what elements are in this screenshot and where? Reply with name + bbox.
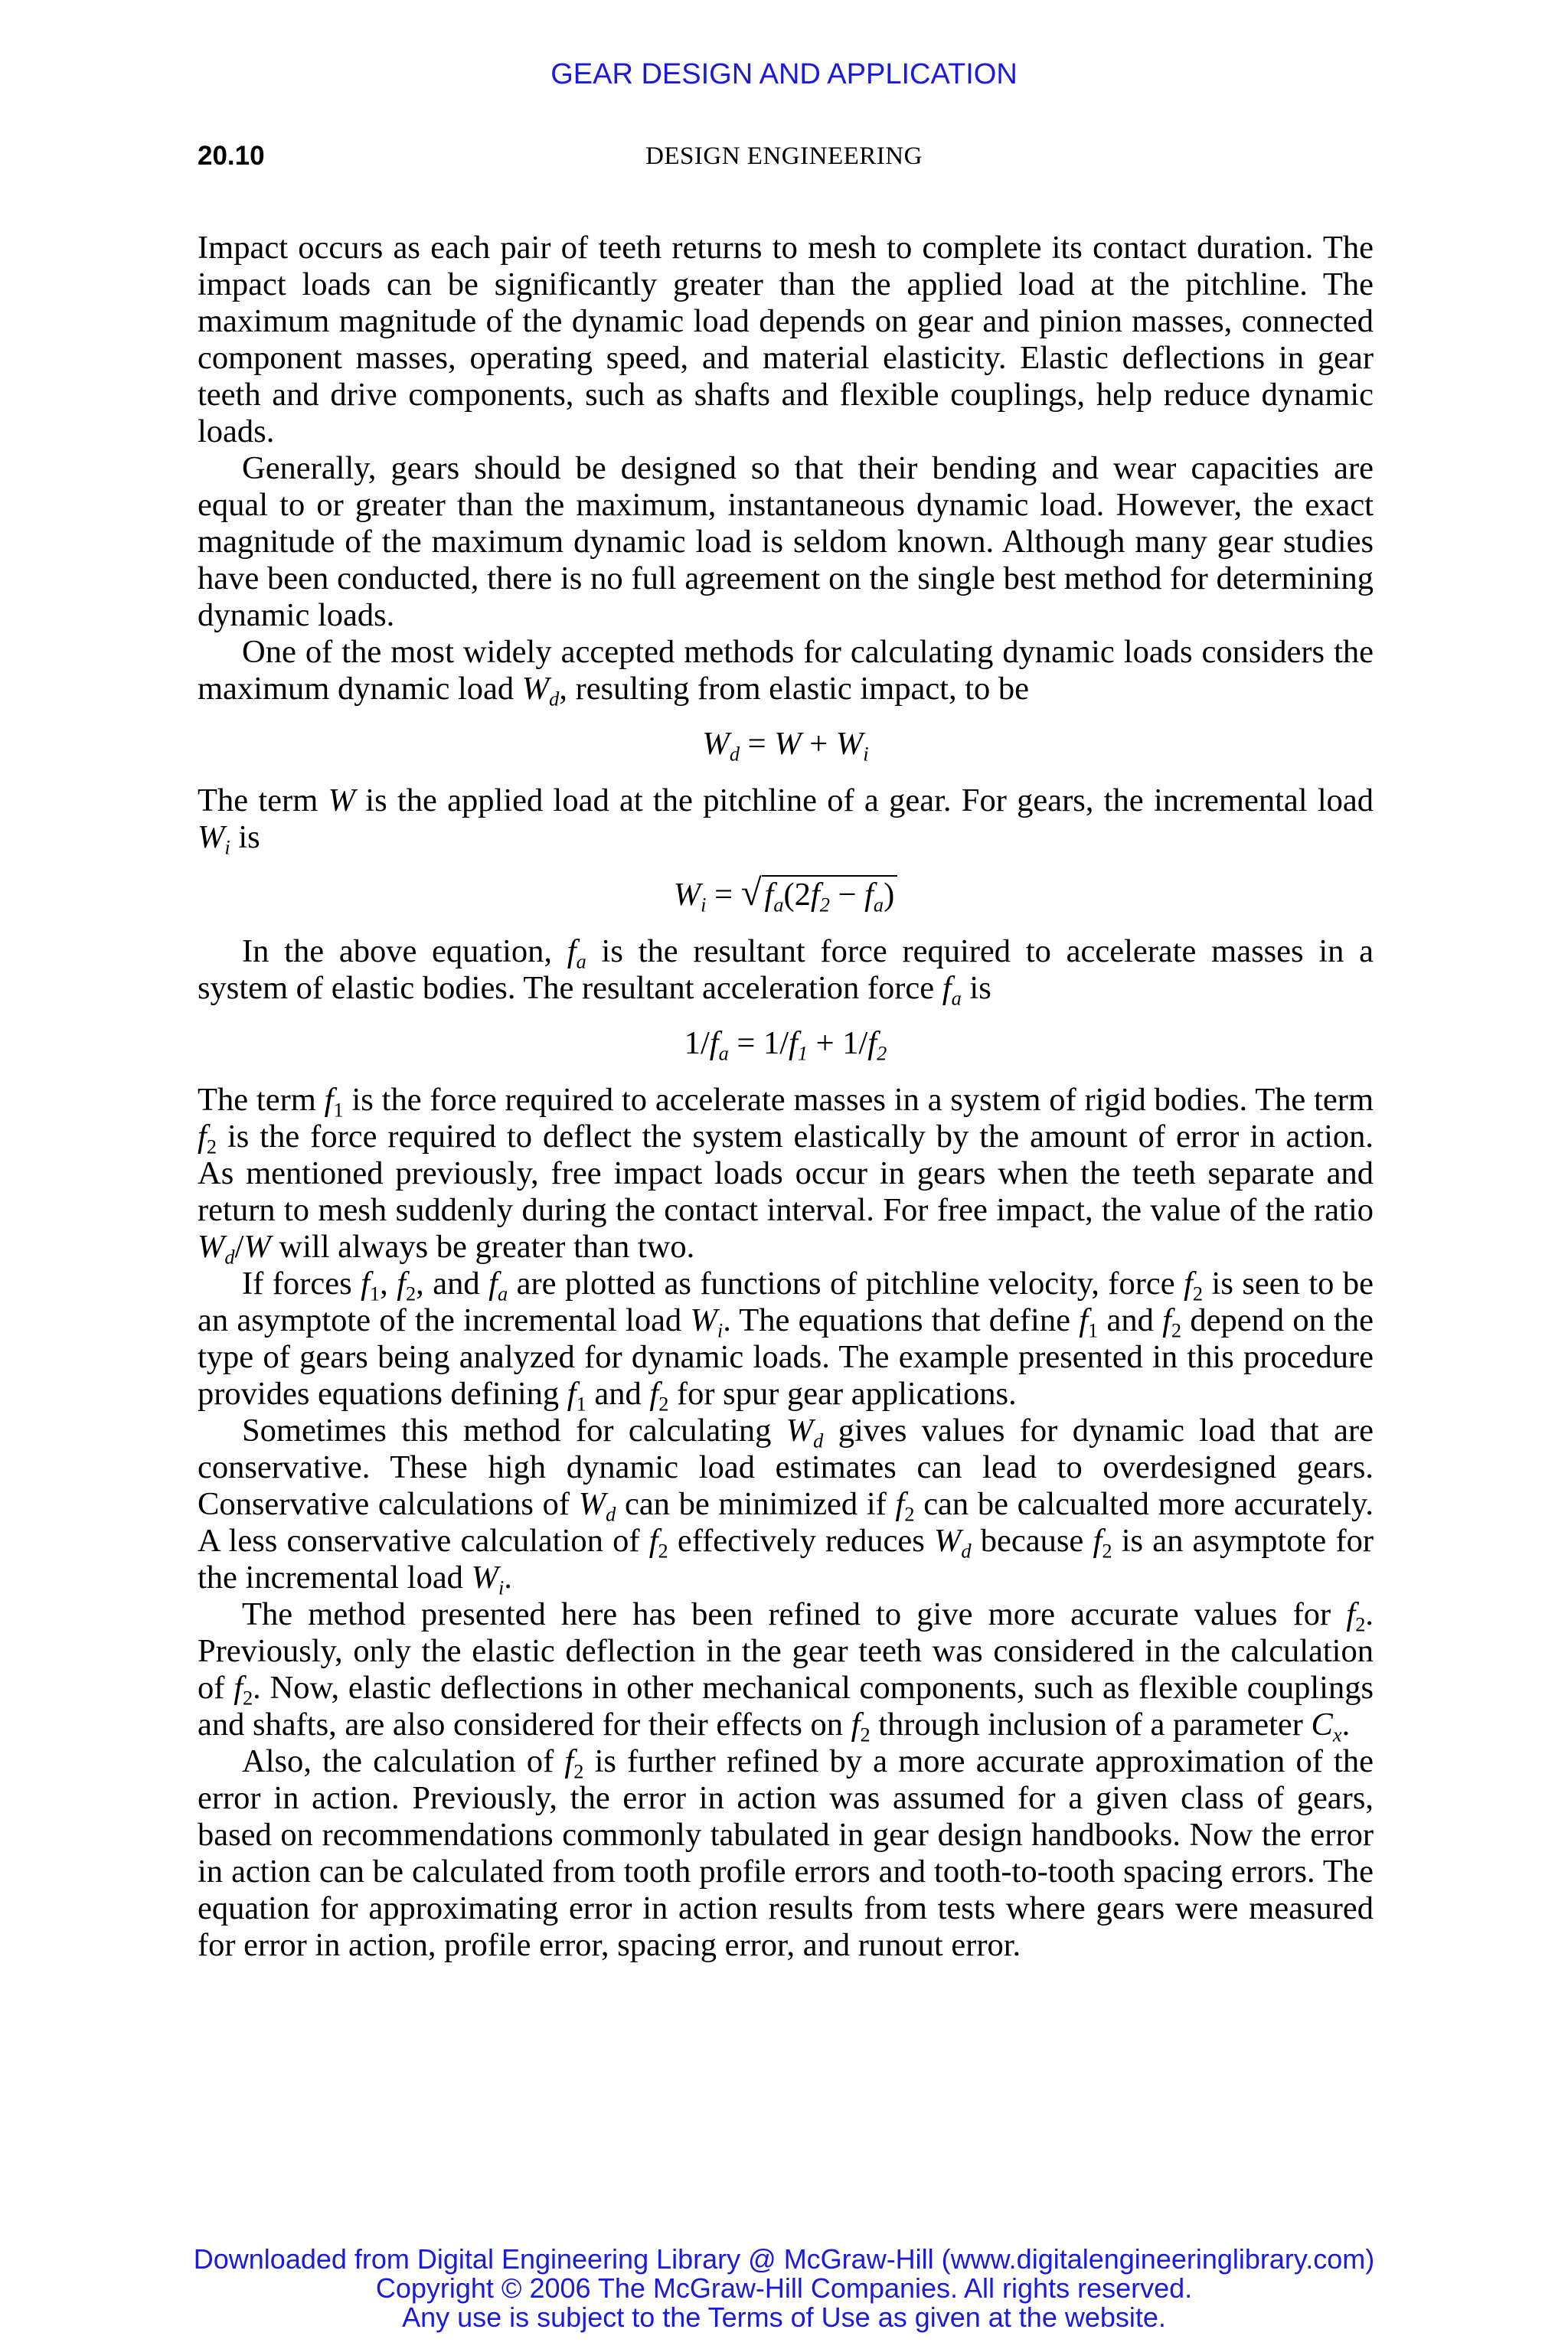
page-number: 20.10: [198, 141, 265, 171]
paragraph-8: Sometimes this method for calculating $W_d$ gives values for dynamic load that are conservative. These high dynamic load estimates can lead to overdesigned gears. Conservative calculations of $W_d$ can be minimized if $f_2$ can be calcualted more accurately. A less conservative calculation of $f_2$ effectively reduces $W_d$ because $f_2$ is an asymptote for the incremental load $W_i$.: [198, 1413, 1374, 1599]
page-body: [198, 230, 1374, 1964]
equation-dynamic-load: $W_d = W + W_i$: [702, 726, 869, 766]
paragraph-3: One of the most widely accepted methods for calculating dynamic loads considers the maximum dynamic load $W_d$, resulting from elastic impact, to be: [198, 634, 1374, 710]
footer-terms-line: Any use is subject to the Terms of Use as given at the website.: [402, 2301, 1166, 2333]
footer-download-line[interactable]: Downloaded from Digital Engineering Library @ McGraw-Hill (www.digitalengineeringlibrary.com): [193, 2243, 1375, 2275]
equation-acceleration-force: $1/f_a = 1/f_1 + 1/f_2$: [684, 1025, 887, 1065]
paragraph-2: Generally, gears should be designed so that their bending and wear capacities are equal to or greater than the maximum, instantaneous dynamic load. However, the exact magnitude of the maximum dynamic load is seldom known. Although many gear studies have been conducted, there is no full agreement on the single best method for determining dynamic loads.: [198, 450, 1374, 633]
paragraph-6: The term $f_1$ is the force required to accelerate masses in a system of rigid bodies. The term $f_2$ is the force required to deflect the system elastically by the amount of error in action. As mentioned previously, free impact loads occur in gears when the teeth separate and return to mesh suddenly during the contact interval. For free impact, the value of the ratio $W_d/W$ will always be greater than two.: [198, 1082, 1374, 1269]
book-title-banner: GEAR DESIGN AND APPLICATION: [550, 58, 1018, 90]
paragraph-10: Also, the calculation of $f_2$ is further refined by a more accurate approximation of the error in action. Previously, the error in action was assumed for a given class of gears, based on recommendations commonly tabulated in gear design handbooks. Now the error in action can be calculated from tooth profile errors and tooth-to-tooth spacing errors. The equation for approximating error in action results from tests where gears were measured for error in action, profile error, spacing error, and runout error.: [198, 1743, 1374, 1963]
copyright-footer: [0, 2245, 1568, 2332]
footer-copyright-line: Copyright © 2006 The McGraw-Hill Companies. All rights reserved.: [375, 2272, 1193, 2304]
paragraph-5: In the above equation, $f_a$ is the resultant force required to accelerate masses in a system of elastic bodies. The resultant acceleration force $f_a$ is: [198, 933, 1374, 1010]
running-head: DESIGN ENGINEERING: [645, 142, 923, 170]
paragraph-1: Impact occurs as each pair of teeth returns to mesh to complete its contact duration. The impact loads can be significantly greater than the applied load at the pitchline. The maximum magnitude of the dynamic load depends on gear and pinion masses, connected component masses, operating speed, and material elasticity. Elastic deflections in gear teeth and drive components, such as shafts and flexible couplings, help reduce dynamic loads.: [198, 230, 1374, 449]
paragraph-7: If forces $f_1$, $f_2$, and $f_a$ are plotted as functions of pitchline velocity, force $f_2$ is seen to be an asymptote of the incremental load $W_i$. The equations that define $f_1$ and $f_2$ depend on the type of gears being analyzed for dynamic loads. The example presented in this procedure provides equations defining $f_1$ and $f_2$ for spur gear applications.: [198, 1266, 1374, 1416]
equation-incremental-load: $W_i = √f_a(2f_2 - f_a)$: [198, 874, 1374, 913]
paragraph-4: The term W is the applied load at the pitchline of a gear. For gears, the incremental load $W_i$ is: [198, 782, 1374, 859]
paragraph-9: The method presented here has been refined to give more accurate values for $f_2$. Previously, only the elastic deflection in the gear teeth was considered in the calculation of $f_2$. Now, elastic deflections in other mechanical components, such as flexible couplings and shafts, are also considered for their effects on $f_2$ through inclusion of a parameter $C_x$.: [198, 1596, 1374, 1746]
